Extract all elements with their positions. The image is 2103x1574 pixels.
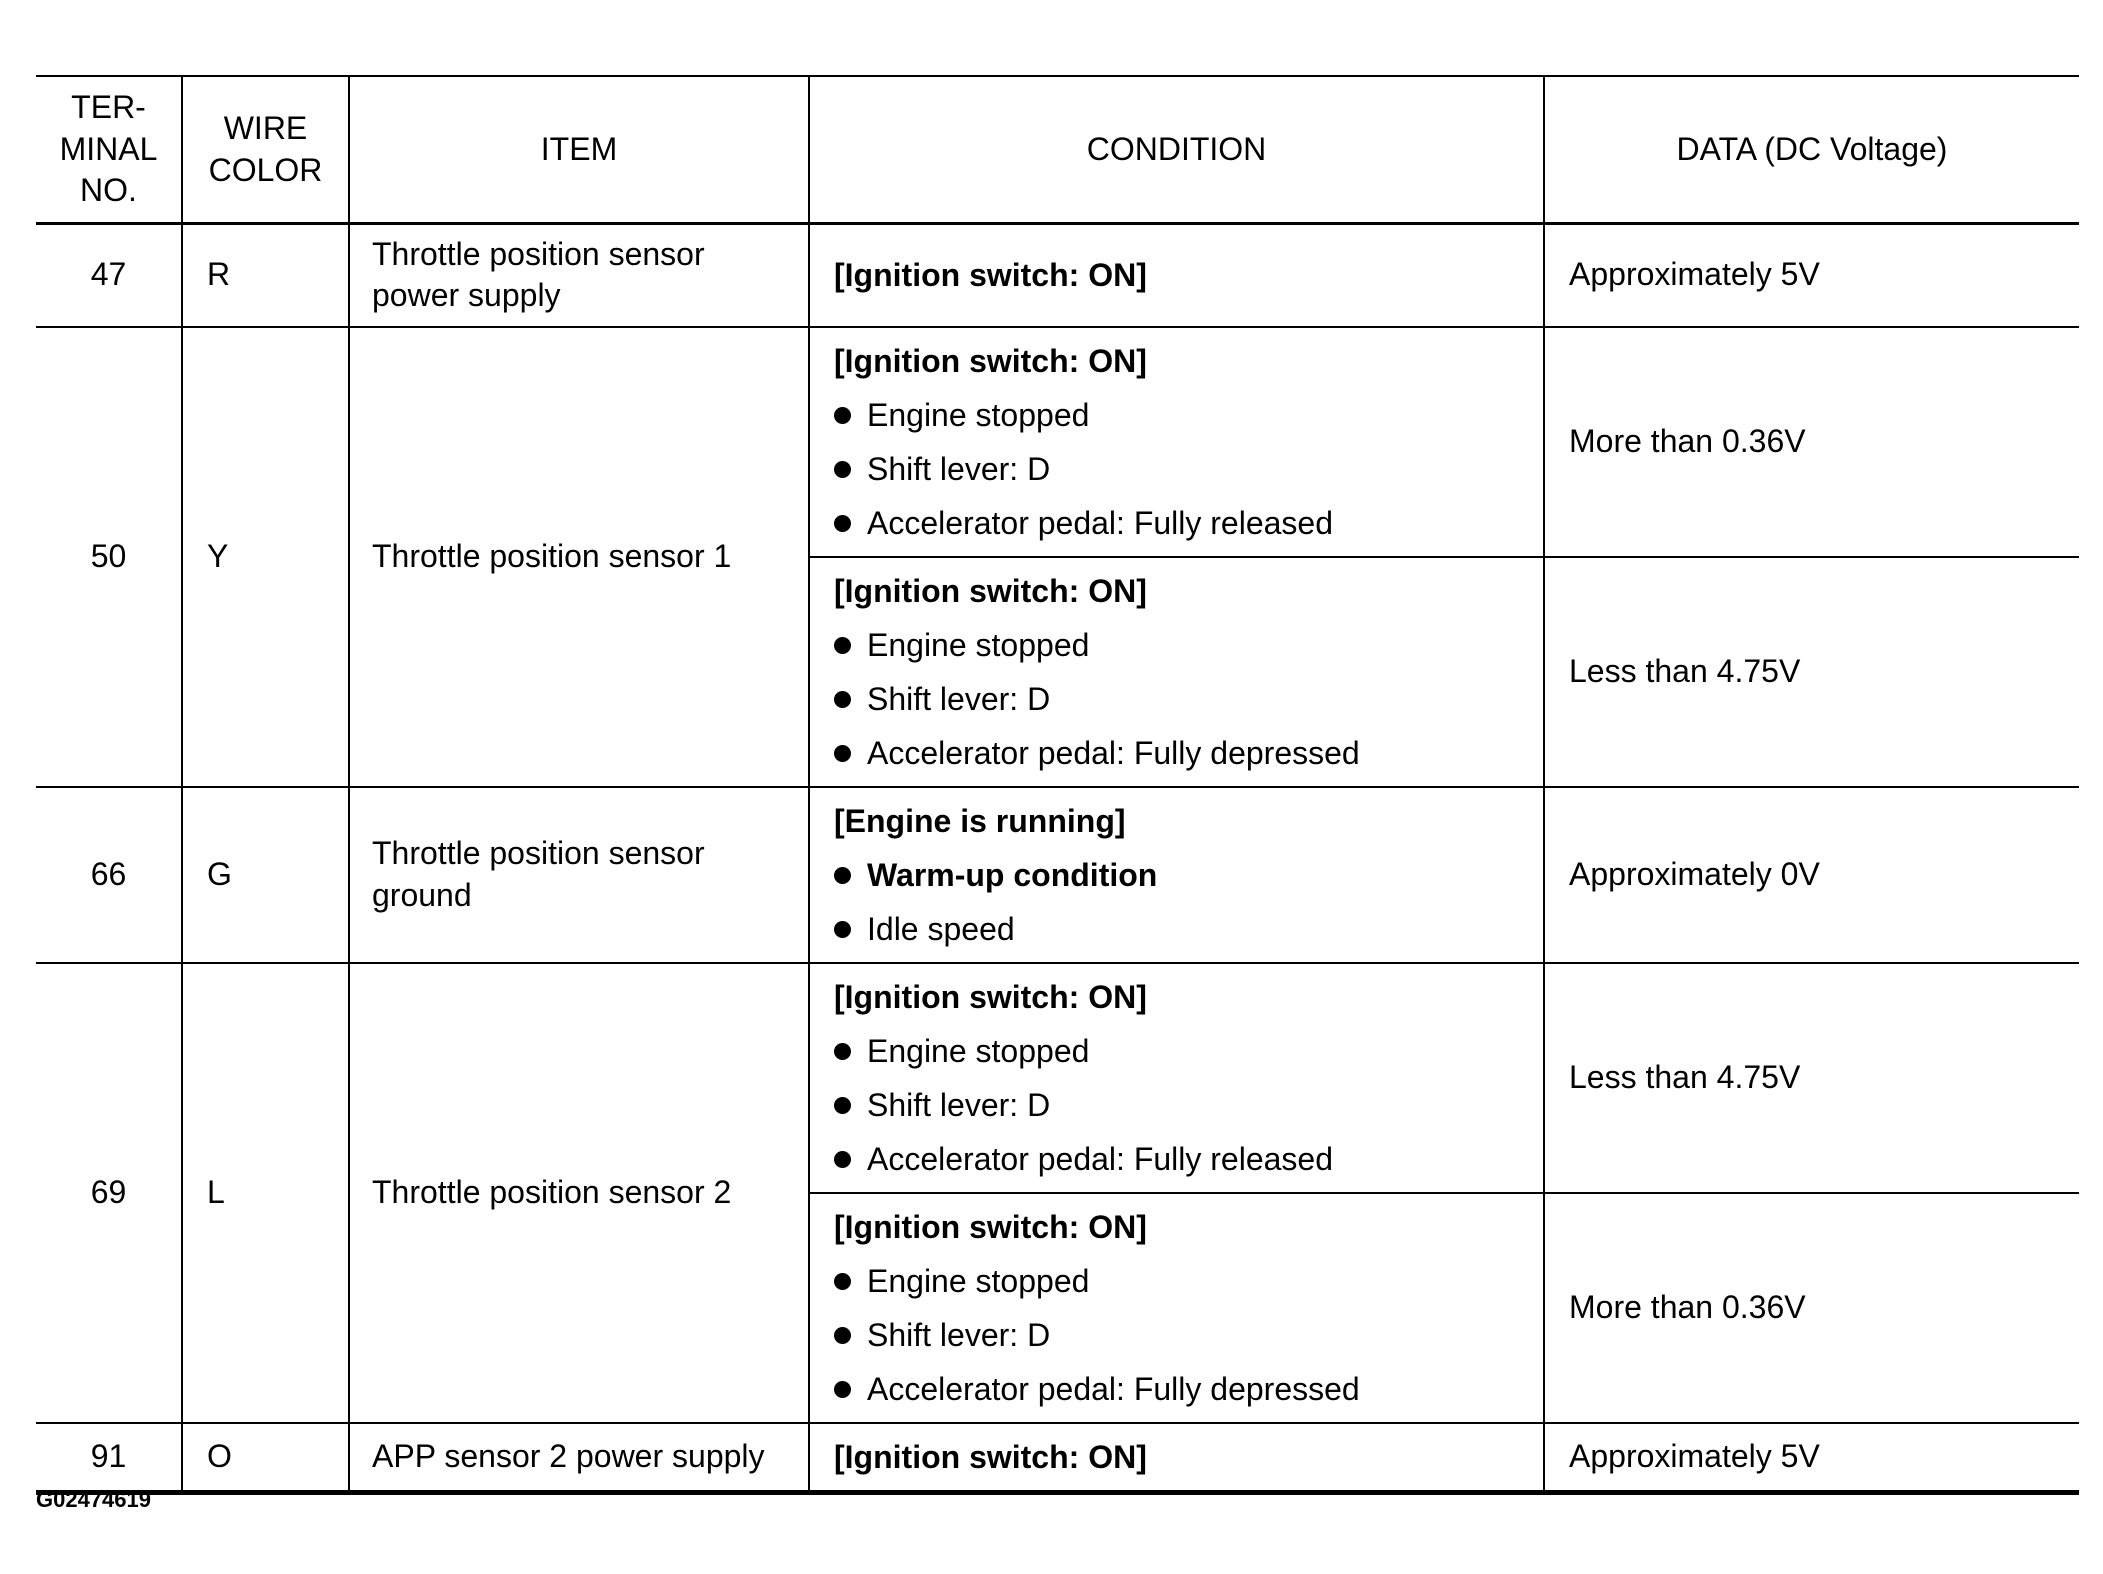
condition-bullet [834, 496, 1533, 550]
condition-bullet [834, 1308, 1533, 1362]
header-data: DATA (DC Voltage) [1544, 76, 2079, 224]
bullet-dot-icon [834, 921, 851, 938]
condition-cell [809, 787, 1544, 963]
data-voltage-cell: More than 0.36V [1544, 1193, 2079, 1423]
bullet-dot-icon [834, 407, 851, 424]
bullet-dot-icon [834, 691, 851, 708]
data-voltage-cell: Approximately 0V [1544, 787, 2079, 963]
item-cell: Throttle position sensor ground [349, 787, 809, 963]
condition-bullet-text: Shift lever: D [867, 680, 1051, 717]
condition-bullet-text: Idle speed [867, 910, 1015, 947]
condition-bullet [834, 618, 1533, 672]
data-voltage-cell: Less than 4.75V [1544, 557, 2079, 787]
wire-color-cell: O [182, 1423, 349, 1493]
condition-cell [809, 1193, 1544, 1423]
condition-bullet [834, 902, 1533, 956]
condition-header: [Ignition switch: ON] [834, 1208, 1147, 1245]
bullet-dot-icon [834, 867, 851, 884]
condition-cell [809, 963, 1544, 1193]
table-row [36, 1423, 2079, 1493]
condition-bullet-text: Shift lever: D [867, 1086, 1051, 1123]
condition-bullet-text: Engine stopped [867, 1032, 1090, 1069]
condition-bullet-text: Accelerator pedal: Fully released [867, 1140, 1334, 1177]
condition-header: [Ignition switch: ON] [834, 572, 1147, 609]
condition-bullet-text: Accelerator pedal: Fully released [867, 504, 1334, 541]
bullet-dot-icon [834, 637, 851, 654]
bullet-dot-icon [834, 1327, 851, 1344]
header-condition: CONDITION [809, 76, 1544, 224]
wire-color-cell: R [182, 224, 349, 327]
condition-header: [Ignition switch: ON] [834, 978, 1147, 1015]
bullet-dot-icon [834, 515, 851, 532]
item-cell: Throttle position sensor 2 [349, 963, 809, 1423]
item-cell: APP sensor 2 power supply [349, 1423, 809, 1493]
condition-bullet [834, 1078, 1533, 1132]
condition-cell [809, 1423, 1544, 1493]
data-voltage-cell: Less than 4.75V [1544, 963, 2079, 1193]
condition-bullet [834, 442, 1533, 496]
header-wire-color: WIRE COLOR [182, 76, 349, 224]
condition-bullet [834, 672, 1533, 726]
condition-bullet [834, 388, 1533, 442]
table-row [36, 224, 2079, 327]
header-row [36, 76, 2079, 224]
header-item: ITEM [349, 76, 809, 224]
condition-bullet [834, 848, 1533, 902]
bullet-dot-icon [834, 745, 851, 762]
condition-header: [Ignition switch: ON] [834, 1438, 1147, 1475]
condition-cell [809, 327, 1544, 557]
bullet-dot-icon [834, 461, 851, 478]
bullet-dot-icon [834, 1097, 851, 1114]
condition-bullet [834, 726, 1533, 780]
terminal-no-cell: 69 [36, 963, 182, 1423]
terminal-data-table [36, 75, 2079, 1495]
condition-header: [Ignition switch: ON] [834, 257, 1147, 294]
condition-bullet-text: Engine stopped [867, 626, 1090, 663]
bullet-dot-icon [834, 1151, 851, 1168]
condition-bullet-text: Shift lever: D [867, 1316, 1051, 1353]
condition-bullet-text: Accelerator pedal: Fully depressed [867, 734, 1360, 771]
table-row [36, 787, 2079, 963]
condition-bullet [834, 1362, 1533, 1416]
bullet-dot-icon [834, 1043, 851, 1060]
terminal-no-cell: 50 [36, 327, 182, 787]
item-cell: Throttle position sensor power supply [349, 224, 809, 327]
condition-header: [Engine is running] [834, 802, 1126, 839]
condition-bullet [834, 1132, 1533, 1186]
figure-id: G02474619 [36, 1487, 151, 1512]
terminal-no-cell: 47 [36, 224, 182, 327]
condition-bullet-text: Shift lever: D [867, 450, 1051, 487]
header-terminal-no: TER- MINAL NO. [36, 76, 182, 224]
condition-bullet-text: Warm-up condition [867, 856, 1158, 893]
condition-cell [809, 557, 1544, 787]
item-cell: Throttle position sensor 1 [349, 327, 809, 787]
wire-color-cell: Y [182, 327, 349, 787]
condition-header: [Ignition switch: ON] [834, 342, 1147, 379]
data-voltage-cell: More than 0.36V [1544, 327, 2079, 557]
bullet-dot-icon [834, 1273, 851, 1290]
table-row [36, 963, 2079, 1193]
condition-bullet-text: Accelerator pedal: Fully depressed [867, 1370, 1360, 1407]
condition-cell [809, 224, 1544, 327]
condition-bullet [834, 1254, 1533, 1308]
condition-bullet-text: Engine stopped [867, 396, 1090, 433]
terminal-no-cell: 66 [36, 787, 182, 963]
data-voltage-cell: Approximately 5V [1544, 224, 2079, 327]
data-voltage-cell: Approximately 5V [1544, 1423, 2079, 1493]
condition-bullet [834, 1024, 1533, 1078]
bullet-dot-icon [834, 1381, 851, 1398]
terminal-no-cell: 91 [36, 1423, 182, 1493]
wire-color-cell: L [182, 963, 349, 1423]
condition-bullet-text: Engine stopped [867, 1262, 1090, 1299]
wire-color-cell: G [182, 787, 349, 963]
table-row [36, 327, 2079, 557]
